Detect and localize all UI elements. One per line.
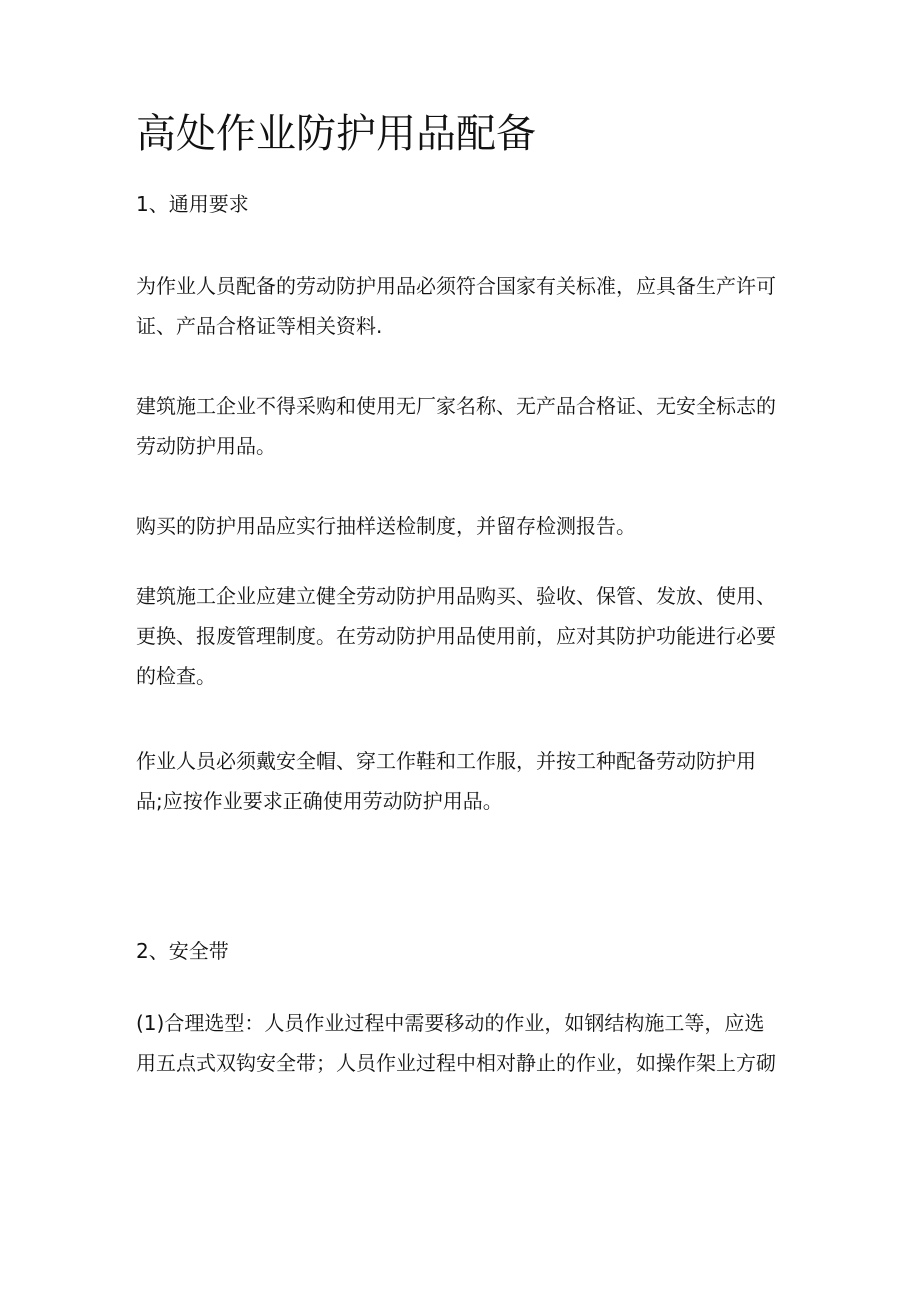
paragraph (136, 266, 786, 346)
paragraph-line: 建筑施工企业应建立健全劳动防护用品购买、验收、保管、发放、使用、 (136, 584, 776, 608)
paragraph-line: (1)合理选型：人员作业过程中需要移动的作业，如钢结构施工等，应选 (136, 1011, 765, 1035)
document-title: 高处作业防护用品配备 (136, 111, 536, 157)
paragraph-line: 建筑施工企业不得采购和使用无厂家名称、无产品合格证、无安全标志的 (136, 394, 776, 418)
paragraph-line: 用五点式双钩安全带；人员作业过程中相对静止的作业，如操作架上方砌 (136, 1051, 776, 1075)
paragraph-line: 为作业人员配备的劳动防护用品必须符合国家有关标准，应具备生产许可 (136, 274, 776, 298)
paragraph-line: 作业人员必须戴安全帽、穿工作鞋和工作服，并按工种配备劳动防护用 (136, 749, 756, 773)
paragraph-line: 更换、报废管理制度。在劳动防护用品使用前，应对其防护功能进行必要 (136, 624, 776, 648)
paragraph-line: 品;应按作业要求正确使用劳动防护用品。 (136, 789, 503, 813)
paragraph-line: 劳动防护用品。 (136, 434, 276, 458)
paragraph (136, 741, 786, 821)
paragraph (136, 386, 786, 466)
paragraph (136, 1003, 786, 1083)
paragraph (136, 576, 786, 696)
paragraph-line: 证、产品合格证等相关资料. (136, 314, 383, 338)
paragraph (136, 506, 786, 546)
section-heading-general-requirements: 1、通用要求 (136, 192, 249, 216)
paragraph-line: 的检查。 (136, 664, 216, 688)
section-heading-safety-belt: 2、安全带 (136, 939, 229, 963)
paragraph-line: 购买的防护用品应实行抽样送检制度，并留存检测报告。 (136, 514, 636, 538)
